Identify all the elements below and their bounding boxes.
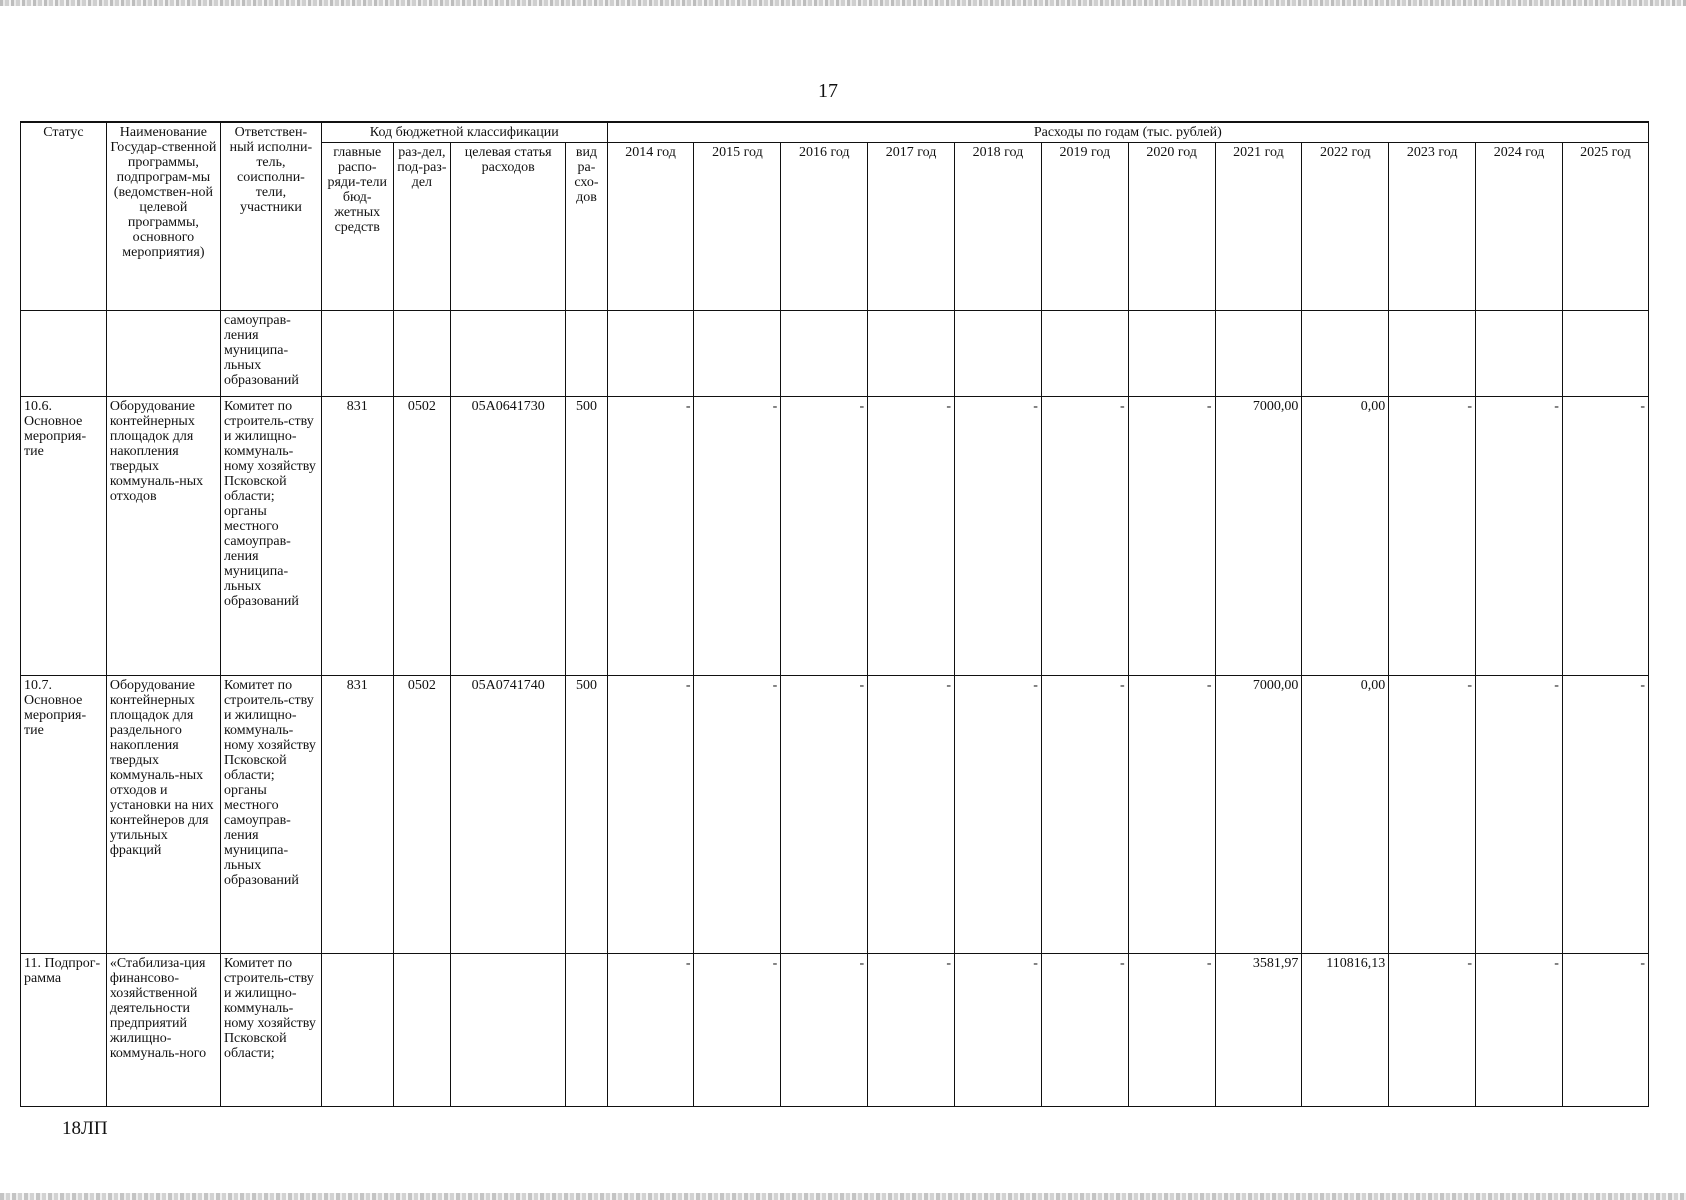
header-status: Статус — [21, 122, 107, 311]
cell-year-2014: - — [607, 675, 694, 954]
cell-year-2014: - — [607, 954, 694, 1107]
header-year-2021: 2021 год — [1215, 143, 1302, 311]
cell-year-2018: - — [955, 675, 1042, 954]
cell-year-2021: 7000,00 — [1215, 397, 1302, 676]
cell-year-2016: - — [781, 675, 868, 954]
cell-year-2020 — [1128, 311, 1215, 397]
cell-year-2020: - — [1128, 954, 1215, 1107]
cell-target — [451, 954, 566, 1107]
cell-year-2022 — [1302, 311, 1389, 397]
cell-status: 10.7. Основное мероприя-тие — [21, 675, 107, 954]
footer-code: 18ЛП — [62, 1118, 108, 1139]
cell-year-2024: - — [1476, 397, 1563, 676]
cell-responsible: Комитет по строитель-ству и жилищно-коммуналь-ному хозяйству Псковской области; органы местного самоуправ-ления муниципа-льных образований — [220, 675, 321, 954]
cell-year-2022: 0,00 — [1302, 675, 1389, 954]
cell-year-2025 — [1562, 311, 1648, 397]
cell-year-2023: - — [1389, 675, 1476, 954]
cell-year-2022: 0,00 — [1302, 397, 1389, 676]
table-row — [21, 311, 1649, 397]
cell-year-2019: - — [1041, 397, 1128, 676]
header-year-2020: 2020 год — [1128, 143, 1215, 311]
header-year-2017: 2017 год — [868, 143, 955, 311]
header-name: Наименование Государ-ственной программы, подпрограм-мы (ведомствен-ной целевой программы, основного мероприятия) — [106, 122, 220, 311]
cell-year-2015 — [694, 311, 781, 397]
cell-year-2014: - — [607, 397, 694, 676]
header-year-2019: 2019 год — [1041, 143, 1128, 311]
cell-year-2019: - — [1041, 675, 1128, 954]
cell-year-2023 — [1389, 311, 1476, 397]
cell-year-2021 — [1215, 311, 1302, 397]
header-grbs: главные распо-ряди-тели бюд-жетных средств — [321, 143, 393, 311]
header-responsible: Ответствен-ный исполни-тель, соисполни-тели, участники — [220, 122, 321, 311]
cell-year-2017: - — [868, 675, 955, 954]
cell-status: 11. Подпрог-рамма — [21, 954, 107, 1107]
cell-year-2018 — [955, 311, 1042, 397]
cell-responsible: самоуправ-ления муниципа-льных образований — [220, 311, 321, 397]
cell-year-2025: - — [1562, 397, 1648, 676]
header-kind: вид ра-схо-дов — [566, 143, 607, 311]
cell-kind: 500 — [566, 397, 607, 676]
cell-grbs: 831 — [321, 675, 393, 954]
cell-section: 0502 — [393, 397, 451, 676]
cell-name: Оборудование контейнерных площадок для накопления твердых коммуналь-ных отходов — [106, 397, 220, 676]
table-row — [21, 675, 1649, 954]
header-year-2025: 2025 год — [1562, 143, 1648, 311]
cell-year-2020: - — [1128, 397, 1215, 676]
scan-edge-top — [0, 0, 1686, 6]
cell-target: 05А0641730 — [451, 397, 566, 676]
header-section: раз-дел, под-раз-дел — [393, 143, 451, 311]
cell-section — [393, 954, 451, 1107]
cell-year-2023: - — [1389, 397, 1476, 676]
cell-name: «Стабилиза-ция финансово-хозяйственной деятельности предприятий жилищно-коммуналь-ного — [106, 954, 220, 1107]
cell-grbs — [321, 311, 393, 397]
cell-year-2019: - — [1041, 954, 1128, 1107]
header-year-2024: 2024 год — [1476, 143, 1563, 311]
table-row — [21, 954, 1649, 1107]
cell-year-2014 — [607, 311, 694, 397]
header-year-2022: 2022 год — [1302, 143, 1389, 311]
cell-section: 0502 — [393, 675, 451, 954]
cell-year-2018: - — [955, 397, 1042, 676]
cell-grbs: 831 — [321, 397, 393, 676]
cell-status — [21, 311, 107, 397]
header-target: целевая статья расходов — [451, 143, 566, 311]
cell-year-2015: - — [694, 954, 781, 1107]
cell-year-2024: - — [1476, 954, 1563, 1107]
cell-kind: 500 — [566, 675, 607, 954]
cell-year-2025: - — [1562, 675, 1648, 954]
cell-name: Оборудование контейнерных площадок для раздельного накопления твердых коммуналь-ных отходов и установки на них контейнеров для утильных фракций — [106, 675, 220, 954]
cell-year-2017 — [868, 311, 955, 397]
cell-target: 05А0741740 — [451, 675, 566, 954]
cell-kind — [566, 954, 607, 1107]
cell-grbs — [321, 954, 393, 1107]
cell-year-2022: 110816,13 — [1302, 954, 1389, 1107]
cell-responsible: Комитет по строитель-ству и жилищно-коммуналь-ному хозяйству Псковской области; — [220, 954, 321, 1107]
cell-year-2016: - — [781, 954, 868, 1107]
cell-year-2024: - — [1476, 675, 1563, 954]
cell-year-2015: - — [694, 675, 781, 954]
scan-edge-bottom — [0, 1193, 1686, 1200]
cell-year-2017: - — [868, 954, 955, 1107]
table-row — [21, 397, 1649, 676]
header-year-2014: 2014 год — [607, 143, 694, 311]
header-budget-code-group: Код бюджетной классификации — [321, 122, 607, 143]
header-year-2015: 2015 год — [694, 143, 781, 311]
budget-table — [20, 121, 1649, 1107]
cell-kind — [566, 311, 607, 397]
cell-year-2020: - — [1128, 675, 1215, 954]
cell-section — [393, 311, 451, 397]
cell-year-2016 — [781, 311, 868, 397]
header-year-2023: 2023 год — [1389, 143, 1476, 311]
cell-year-2019 — [1041, 311, 1128, 397]
cell-target — [451, 311, 566, 397]
cell-year-2023: - — [1389, 954, 1476, 1107]
cell-status: 10.6. Основное мероприя-тие — [21, 397, 107, 676]
cell-year-2018: - — [955, 954, 1042, 1107]
header-year-2016: 2016 год — [781, 143, 868, 311]
cell-year-2016: - — [781, 397, 868, 676]
cell-year-2024 — [1476, 311, 1563, 397]
cell-responsible: Комитет по строитель-ству и жилищно-коммуналь-ному хозяйству Псковской области; органы местного самоуправ-ления муниципа-льных образований — [220, 397, 321, 676]
cell-year-2025: - — [1562, 954, 1648, 1107]
cell-year-2021: 3581,97 — [1215, 954, 1302, 1107]
cell-year-2021: 7000,00 — [1215, 675, 1302, 954]
cell-year-2015: - — [694, 397, 781, 676]
header-year-2018: 2018 год — [955, 143, 1042, 311]
cell-year-2017: - — [868, 397, 955, 676]
page-number: 17 — [818, 80, 838, 102]
cell-name — [106, 311, 220, 397]
header-expenses-group: Расходы по годам (тыс. рублей) — [607, 122, 1648, 143]
